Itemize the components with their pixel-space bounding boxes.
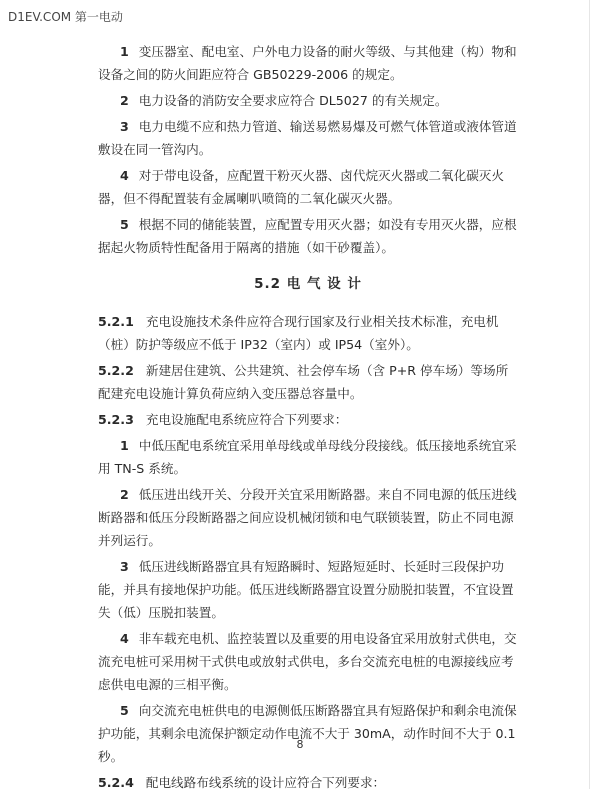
- clause: 5.2.2 新建居住建筑、公共建筑、社会停车场（含 P+R 停车场）等场所配建充电设施计算负荷应纳入变压器总容量中。: [98, 363, 509, 401]
- list-item: 2 低压进出线开关、分段开关宜采用断路器。来自不同电源的低压进线断路器和低压分段断路器之间应设机械闭锁和电气联锁装置，防止不同电源并列运行。: [98, 487, 517, 548]
- page-edge: [589, 0, 590, 789]
- clause: 5.2.3 充电设施配电系统应符合下列要求：: [98, 412, 348, 427]
- list-item: 3 电力电缆不应和热力管道、输送易燃易爆及可燃气体管道或液体管道敷设在同一管沟内。: [98, 119, 517, 157]
- clause: 5.2.4 配电线路布线系统的设计应符合下列要求：: [98, 775, 386, 790]
- list-item: 5 向交流充电桩供电的电源侧低压断路器宜具有短路保护和剩余电流保护功能，其剩余电流保护额定动作电流不大于 30mA，动作时间不大于 0.1 秒。: [98, 703, 517, 764]
- section-title: 5.2 电 气 设 计: [254, 276, 362, 292]
- list-item: 1 中低压配电系统宜采用单母线或单母线分段接线。低压接地系统宜采用 TN-S 系统。: [98, 438, 517, 476]
- list-item: 3 低压进线断路器宜具有短路瞬时、短路短延时、长延时三段保护功能，并具有接地保护功能。低压进线断路器宜设置分励脱扣装置，不宜设置失（低）压脱扣装置。: [98, 559, 514, 620]
- watermark: D1EV.COM 第一电动: [8, 10, 123, 24]
- list-item: 4 对于带电设备，应配置干粉灭火器、卤代烷灭火器或二氧化碳灭火器，但不得配置装有金属喇叭喷筒的二氧化碳灭火器。: [98, 168, 504, 206]
- list-item: 1 变压器室、配电室、户外电力设备的耐火等级、与其他建（构）物和设备之间的防火间距应符合 GB50229-2006 的规定。: [98, 44, 517, 82]
- list-item: 5 根据不同的储能装置，应配置专用灭火器；如没有专用灭火器，应根据起火物质特性配备用于隔离的措施（如干砂覆盖）。: [98, 217, 517, 255]
- list-b: [98, 434, 518, 768]
- list-item: 2 电力设备的消防安全要求应符合 DL5027 的有关规定。: [120, 93, 448, 108]
- page-number: 8: [296, 738, 304, 751]
- clause: 5.2.1 充电设施技术条件应符合现行国家及行业相关技术标准，充电机（桩）防护等级应不低于 IP32（室内）或 IP54（室外）。: [98, 314, 499, 352]
- list-item: 4 非车载充电机、监控装置以及重要的用电设备宜采用放射式供电，交流充电桩可采用树干式供电或放射式供电，多台交流充电桩的电源接线应考虑供电电源的三相平衡。: [98, 631, 517, 692]
- document-page: [98, 40, 518, 797]
- list-a: [98, 40, 518, 259]
- clauses: [98, 310, 518, 431]
